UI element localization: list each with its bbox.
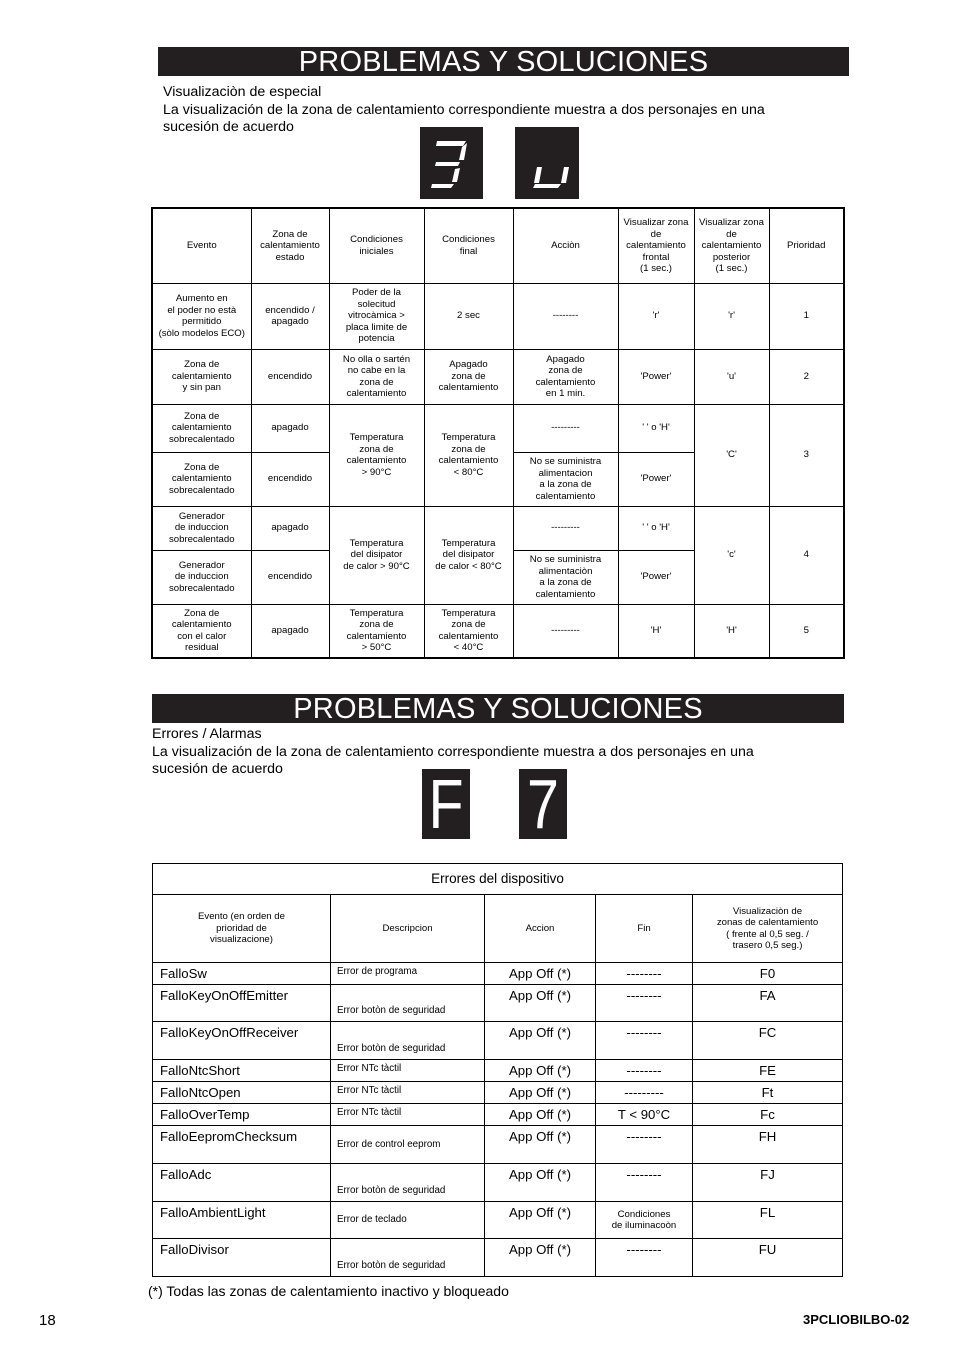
cell-evento [152, 550, 251, 604]
cell-line: Condiciones [442, 234, 495, 246]
cell-line: -------- [626, 988, 662, 1003]
cell-line: -------- [552, 310, 579, 322]
table-row [153, 1104, 843, 1126]
cell-estado [251, 452, 329, 506]
cell-line: Zona de [184, 607, 220, 619]
cell-line: zona de [548, 365, 583, 376]
cell-line: Accion [525, 922, 555, 934]
cell-inicial [329, 604, 424, 658]
cell-line: zona de [359, 619, 394, 631]
cell-prioridad: 5 [769, 604, 844, 658]
cell-line: zona de [451, 370, 486, 382]
cell-line: Evento (en orden de [198, 911, 285, 923]
header-accion [485, 895, 596, 963]
cell-line: -------- [626, 966, 662, 981]
cell-code: FA [693, 985, 843, 1022]
header-estado [251, 208, 329, 283]
cell-fin [596, 1060, 693, 1082]
cell-line: calentamiento [346, 388, 407, 399]
display-glyph-3 [420, 127, 483, 199]
cell-line: < 80°C [453, 466, 484, 478]
cell-posterior: 'H' [694, 604, 769, 658]
section2-intro-line3: sucesión de acuerdo [152, 761, 283, 777]
cell-line: Evento [186, 240, 217, 251]
cell-line: Apagado [449, 359, 488, 371]
table-title-row [153, 864, 843, 895]
cell-line: --------- [551, 422, 580, 434]
header-accion [513, 208, 618, 283]
cell-line: Descripcion [382, 922, 433, 934]
cell-code: Ft [693, 1082, 843, 1104]
header-condiciones-final [424, 208, 513, 283]
cell-evento [152, 283, 251, 349]
cell-line: Zona de [184, 410, 220, 422]
cell-code: FE [693, 1060, 843, 1082]
cell-line: posterior [712, 251, 751, 263]
cell-code: FH [693, 1126, 843, 1164]
cell-fin [596, 1022, 693, 1060]
cell-fin [596, 963, 693, 985]
cell-estado [251, 506, 329, 550]
cell-line: --------- [551, 522, 580, 534]
table-row [153, 985, 843, 1022]
cell-line: encendido [267, 473, 313, 485]
cell-line: calentamiento [438, 455, 499, 466]
cell-line: --------- [551, 625, 580, 636]
cell-line: calentamiento [535, 588, 596, 600]
cell-line: Visualizar zona [623, 217, 689, 228]
cell-accion: App Off (*) [485, 1060, 596, 1082]
cell-line: encendido [267, 571, 313, 583]
cell-line: (sòlo modelos ECO) [158, 327, 245, 339]
cell-line: apagado [271, 316, 309, 327]
cell-fin [596, 985, 693, 1022]
cell-accion: App Off (*) [485, 1239, 596, 1277]
cell-line: Temperatura [349, 432, 404, 443]
cell-descripcion: Error botòn de seguridad [331, 1239, 485, 1277]
cell-line: zona de [359, 443, 394, 455]
cell-line: prioridad de [216, 922, 267, 934]
cell-prioridad: 2 [769, 349, 844, 404]
cell-line: No se suministra [529, 554, 602, 565]
cell-line: iniciales [359, 245, 394, 257]
cell-line: calentamiento [171, 619, 232, 631]
cell-final [424, 604, 513, 658]
cell-descripcion: Error botòn de seguridad [331, 985, 485, 1022]
cell-line: T < 90°C [617, 1107, 671, 1122]
cell-accion [513, 404, 618, 452]
cell-accion [513, 349, 618, 404]
table-header-row [152, 208, 844, 283]
cell-line: -------- [626, 1129, 662, 1144]
cell-line: Poder de la [351, 287, 402, 299]
cell-descripcion: Error botòn de seguridad [331, 1164, 485, 1202]
cell-frontal: ' ' o 'H' [618, 404, 694, 452]
section1-title: PROBLEMAS Y SOLUCIONES [158, 47, 849, 76]
cell-line: alimentaciòn [538, 565, 593, 577]
header-visualizacion [693, 895, 843, 963]
cell-line: apagado [271, 422, 309, 434]
cell-final [424, 506, 513, 604]
cell-line: visualizacione) [210, 934, 273, 946]
cell-line: (1 sec.) [715, 263, 748, 274]
cell-line: en 1 min. [545, 388, 586, 399]
cell-frontal: 'H' [618, 604, 694, 658]
cell-line: Visualizaciòn de [732, 905, 803, 917]
cell-evento: FalloSw [153, 963, 331, 985]
cell-line: Visualizar zona [699, 217, 764, 228]
cell-line: Zona de [272, 228, 308, 240]
cell-evento: FalloKeyOnOffEmitter [153, 985, 331, 1022]
table-row [153, 1202, 843, 1239]
cell-inicial [329, 283, 424, 349]
cell-evento [152, 506, 251, 550]
cell-line: Apagado [546, 353, 585, 365]
table-row [152, 506, 844, 550]
special-display-table [151, 207, 845, 659]
cell-accion: App Off (*) [485, 963, 596, 985]
cell-line: placa limite de [345, 321, 408, 333]
cell-line: con el calor [177, 630, 227, 642]
cell-inicial [329, 404, 424, 506]
cell-posterior: 'c' [694, 506, 769, 604]
cell-descripcion: Error de programa [331, 963, 485, 985]
display-glyph-7 [519, 765, 567, 843]
cell-line: -------- [626, 1167, 662, 1182]
cell-line: No se suministra [529, 456, 602, 467]
cell-final [424, 283, 513, 349]
glyph-f-text: F [428, 765, 464, 843]
cell-line: -------- [626, 1025, 662, 1040]
cell-inicial [329, 506, 424, 604]
cell-line: ( frente al 0,5 seg. / [726, 928, 809, 940]
table-row [152, 283, 844, 349]
cell-posterior: 'C' [694, 404, 769, 506]
cell-line: calentamiento [171, 422, 232, 434]
cell-line: residual [184, 642, 219, 654]
cell-line: del disipator [350, 549, 403, 561]
cell-line: --------- [624, 1085, 664, 1100]
cell-line: calentamiento [535, 376, 596, 388]
header-fin [596, 895, 693, 963]
cell-line: Temperatura [441, 432, 496, 443]
cell-line: Generador [178, 559, 225, 571]
cell-line: Temperatura [349, 537, 404, 549]
cell-frontal: 'Power' [618, 452, 694, 506]
cell-line: frontal [642, 251, 670, 263]
cell-code: FC [693, 1022, 843, 1060]
cell-descripcion: Error NTc tàctil [331, 1060, 485, 1082]
cell-line: de calor > 90°C [343, 560, 410, 572]
cell-line: y sin pan [182, 382, 221, 394]
cell-line: de iluminacoòn [611, 1220, 677, 1231]
table-row [153, 1126, 843, 1164]
cell-line: zona de [451, 443, 486, 455]
cell-line: de induccion [174, 522, 229, 534]
cell-line: (1 sec.) [640, 263, 672, 274]
table-row [152, 604, 844, 658]
cell-line: encendido / [265, 304, 315, 316]
cell-line: zonas de calentamiento [716, 917, 819, 928]
footnote: (*) Todas las zonas de calentamiento inactivo y bloqueado [148, 1283, 509, 1299]
section2-title: PROBLEMAS Y SOLUCIONES [152, 694, 844, 723]
cell-descripcion: Error NTc tàctil [331, 1104, 485, 1126]
cell-evento: FalloOverTemp [153, 1104, 331, 1126]
cell-line: Prioridad [787, 240, 826, 251]
cell-line: calentamiento [438, 382, 499, 394]
cell-frontal: 'Power' [618, 349, 694, 404]
cell-prioridad: 1 [769, 283, 844, 349]
cell-evento [152, 349, 251, 404]
cell-line: zona de [451, 619, 486, 631]
cell-frontal: 'Power' [618, 550, 694, 604]
cell-line: > 50°C [361, 642, 392, 654]
header-posterior [694, 208, 769, 283]
cell-evento [152, 404, 251, 452]
table-row [153, 1164, 843, 1202]
table-row [153, 1239, 843, 1277]
cell-line: calentamiento [171, 370, 232, 382]
glyph-7-text: 7 [527, 765, 559, 843]
cell-line: Temperatura [441, 537, 496, 549]
cell-line: apagado [271, 625, 309, 636]
table-header-row [153, 895, 843, 963]
header-evento [152, 208, 251, 283]
cell-frontal: ' ' o 'H' [618, 506, 694, 550]
cell-descripcion: Error botòn de seguridad [331, 1022, 485, 1060]
cell-line: Condiciones [617, 1208, 671, 1220]
cell-accion: App Off (*) [485, 1022, 596, 1060]
cell-estado [251, 604, 329, 658]
cell-line: trasero 0,5 seg.) [732, 940, 803, 951]
cell-line: calentamiento [626, 240, 686, 251]
cell-fin [596, 1164, 693, 1202]
cell-prioridad: 3 [769, 404, 844, 506]
cell-estado [251, 349, 329, 404]
cell-final [424, 404, 513, 506]
cell-fin [596, 1104, 693, 1126]
cell-line: encendido [267, 370, 313, 382]
cell-code: F0 [693, 963, 843, 985]
seven-segment-u-icon [515, 127, 579, 199]
cell-line: Zona de [184, 461, 220, 473]
cell-evento: FalloAdc [153, 1164, 331, 1202]
cell-evento: FalloKeyOnOffReceiver [153, 1022, 331, 1060]
cell-line: alimentacion [538, 467, 593, 479]
display-glyph-u [515, 127, 579, 199]
cell-line: el poder no està [167, 304, 237, 316]
header-prioridad [769, 208, 844, 283]
cell-code: FU [693, 1239, 843, 1277]
cell-inicial [329, 349, 424, 404]
cell-accion [513, 550, 618, 604]
cell-evento: FalloNtcShort [153, 1060, 331, 1082]
cell-posterior: 'u' [694, 349, 769, 404]
header-frontal [618, 208, 694, 283]
cell-line: sobrecalentado [168, 433, 235, 445]
cell-line: de [726, 228, 737, 240]
cell-estado [251, 283, 329, 349]
header-descripcion [331, 895, 485, 963]
cell-line: Temperatura [441, 607, 496, 619]
cell-line: estado [275, 251, 305, 263]
cell-code: FL [693, 1202, 843, 1239]
cell-line: permitido [182, 316, 222, 327]
table-row [153, 1022, 843, 1060]
cell-evento [152, 604, 251, 658]
cell-line: Generador [178, 510, 225, 522]
table-row [153, 1060, 843, 1082]
cell-fin [596, 1126, 693, 1164]
cell-line: zona de [359, 376, 394, 388]
cell-code: Fc [693, 1104, 843, 1126]
cell-line: final [459, 245, 478, 257]
cell-line: solecitud [357, 298, 396, 310]
cell-line: a la zona de [539, 577, 592, 588]
cell-frontal: 'r' [618, 283, 694, 349]
cell-fin [596, 1202, 693, 1239]
cell-line: Fin [637, 922, 651, 934]
cell-evento: FalloNtcOpen [153, 1082, 331, 1104]
cell-line: potencia [358, 333, 395, 345]
cell-line: de [650, 228, 662, 240]
cell-estado [251, 404, 329, 452]
cell-accion [513, 604, 618, 658]
cell-accion [513, 283, 618, 349]
cell-line: < 40°C [453, 642, 484, 654]
cell-line: sobrecalentado [168, 533, 235, 545]
cell-line: calentamiento [535, 490, 596, 502]
table-row [152, 404, 844, 452]
cell-line: sobrecalentado [168, 484, 235, 496]
cell-line: Zona de [184, 359, 220, 371]
cell-line: vitrocàmica > [348, 310, 405, 322]
device-errors-table [152, 863, 843, 1277]
cell-line: no cabe en la [347, 365, 406, 376]
cell-descripcion: Error de teclado [331, 1202, 485, 1239]
cell-line: No olla o sartén [342, 353, 411, 365]
cell-descripcion: Error de control eeprom [331, 1126, 485, 1164]
display-glyph-f [422, 765, 470, 843]
cell-evento [152, 452, 251, 506]
section1-intro-line2: La visualización de la zona de calentamiento correspondiente muestra a dos personajes en una [163, 101, 765, 118]
cell-line: de calor < 80°C [435, 560, 502, 572]
cell-evento: FalloDivisor [153, 1239, 331, 1277]
section1-intro-line3: sucesión de acuerdo [163, 119, 294, 135]
cell-line: calentamiento [171, 473, 232, 485]
cell-line: del disipator [442, 549, 495, 561]
cell-line: Aumento en [175, 293, 228, 304]
cell-code: FJ [693, 1164, 843, 1202]
cell-posterior: 'r' [694, 283, 769, 349]
cell-line: a la zona de [539, 479, 592, 490]
page-number: 18 [39, 1312, 56, 1329]
cell-fin [596, 1082, 693, 1104]
cell-accion: App Off (*) [485, 1202, 596, 1239]
cell-line: calentamiento [438, 630, 499, 642]
cell-accion: App Off (*) [485, 1164, 596, 1202]
cell-accion: App Off (*) [485, 1126, 596, 1164]
cell-accion: App Off (*) [485, 985, 596, 1022]
cell-descripcion: Error NTc tàctil [331, 1082, 485, 1104]
cell-final [424, 349, 513, 404]
cell-estado [251, 550, 329, 604]
cell-line: Condiciones [350, 234, 403, 246]
table-row [153, 1082, 843, 1104]
cell-line: 2 sec [457, 310, 480, 322]
cell-line: calentamiento [701, 240, 762, 251]
table-title: Errores del dispositivo [153, 864, 843, 895]
cell-evento: FalloAmbientLight [153, 1202, 331, 1239]
cell-line: de induccion [174, 571, 229, 583]
seven-segment-3-icon [420, 127, 483, 199]
cell-accion: App Off (*) [485, 1104, 596, 1126]
cell-line: Acciòn [551, 240, 580, 251]
cell-line: Temperatura [349, 607, 404, 619]
cell-evento: FalloEepromChecksum [153, 1126, 331, 1164]
header-condiciones-iniciales [329, 208, 424, 283]
table-row [153, 963, 843, 985]
cell-line: > 90°C [361, 466, 392, 478]
document-code: 3PCLIOBILBO-02 [803, 1312, 910, 1327]
cell-line: -------- [626, 1063, 662, 1078]
cell-line: sobrecalentado [168, 582, 235, 594]
section1-intro-line1: Visualizaciòn de especial [163, 84, 322, 100]
cell-line: calentamiento [346, 455, 407, 466]
cell-line: apagado [271, 522, 309, 534]
section2-intro-line2: La visualización de la zona de calentamiento correspondiente muestra a dos personajes en una [152, 743, 754, 760]
section2-intro-line1: Errores / Alarmas [152, 726, 262, 742]
cell-accion [513, 506, 618, 550]
cell-line: calentamiento [260, 240, 320, 251]
cell-accion: App Off (*) [485, 1082, 596, 1104]
header-evento [153, 895, 331, 963]
cell-line: -------- [626, 1242, 662, 1257]
cell-line: calentamiento [346, 630, 407, 642]
cell-prioridad: 4 [769, 506, 844, 604]
cell-accion [513, 452, 618, 506]
table-row [152, 349, 844, 404]
cell-fin [596, 1239, 693, 1277]
